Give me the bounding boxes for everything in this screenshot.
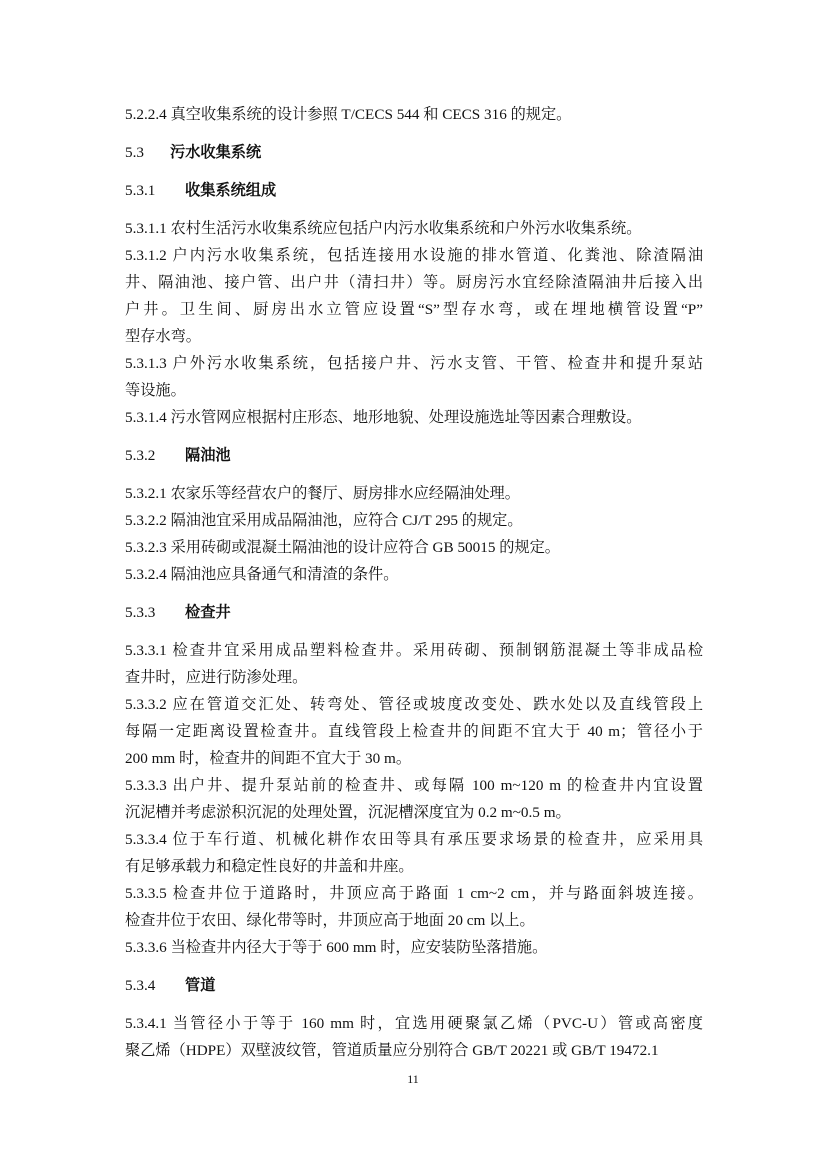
section-title: 检查井 xyxy=(185,603,231,621)
text-line: 5.3.3.1 检查井宜采用成品塑料检查井。采用砖砌、预制钢筋混凝土等非成品检 xyxy=(125,642,703,659)
section-number: 5.3.2 xyxy=(125,447,156,464)
text-line: 有足够承载力和稳定性良好的井盖和井座。 xyxy=(125,858,414,875)
clause-paragraph xyxy=(125,772,703,826)
text-line: 等设施。 xyxy=(125,382,186,399)
clause-paragraph xyxy=(125,934,703,961)
clause-paragraph xyxy=(125,826,703,880)
text-line: 5.3.1.3 户外污水收集系统，包括接户井、污水支管、干管、检查井和提升泵站 xyxy=(125,355,703,372)
page-number: 11 xyxy=(407,1072,419,1086)
clause-paragraph xyxy=(125,561,703,588)
section-number: 5.3 xyxy=(125,144,144,161)
text-line: 每隔一定距离设置检查井。直线管段上检查井的间距不宜大于 40 m；管径小于 xyxy=(125,723,703,740)
clause-paragraph xyxy=(125,637,703,691)
text-line: 沉泥槽并考虑淤积沉泥的处理处置，沉泥槽深度宜为 0.2 m~0.5 m。 xyxy=(125,804,571,821)
section-title: 收集系统组成 xyxy=(185,181,277,199)
text-line: 型存水弯。 xyxy=(125,328,201,345)
section-heading xyxy=(125,442,703,469)
clause-paragraph xyxy=(125,350,703,404)
text-line: 5.3.3.5 检查井位于道路时，井顶应高于路面 1 cm~2 cm，并与路面斜坡连接。 xyxy=(125,885,703,902)
section-title: 隔油池 xyxy=(185,446,231,464)
section-number: 5.3.3 xyxy=(125,604,156,621)
clause-paragraph xyxy=(125,242,703,350)
clause-paragraph xyxy=(125,880,703,934)
section-heading xyxy=(125,177,703,204)
clause-paragraph xyxy=(125,404,703,431)
text-line: 200 mm 时，检查井的间距不宜大于 30 m。 xyxy=(125,750,412,767)
clause-paragraph xyxy=(125,1010,703,1064)
text-line: 检查井位于农田、绿化带等时，井顶应高于地面 20 cm 以上。 xyxy=(125,912,535,929)
clause-paragraph xyxy=(125,215,703,242)
text-line: 5.3.1.2 户内污水收集系统，包括连接用水设施的排水管道、化粪池、除渣隔油 xyxy=(125,247,703,264)
text-line: 5.3.3.6 当检查井内径大于等于 600 mm 时，应安装防坠落措施。 xyxy=(125,939,548,956)
document-body xyxy=(125,101,703,1064)
clause-paragraph xyxy=(125,507,703,534)
text-line: 聚乙烯（HDPE）双壁波纹管，管道质量应分别符合 GB/T 20221 或 GB/T 19472.1 xyxy=(125,1042,659,1059)
text-line: 5.3.3.3 出户井、提升泵站前的检查井、或每隔 100 m~120 m 的检查井内宜设置 xyxy=(125,777,703,794)
text-line: 查井时，应进行防渗处理。 xyxy=(125,669,308,686)
text-line: 5.3.3.2 应在管道交汇处、转弯处、管径或坡度改变处、跌水处以及直线管段上 xyxy=(125,696,703,713)
section-number: 5.3.4 xyxy=(125,977,156,994)
section-heading xyxy=(125,599,703,626)
clause-paragraph xyxy=(125,101,703,128)
text-line: 5.3.2.1 农家乐等经营农户的餐厅、厨房排水应经隔油处理。 xyxy=(125,485,520,502)
section-title: 管道 xyxy=(185,976,216,994)
text-line: 5.3.4.1 当管径小于等于 160 mm 时，宜选用硬聚氯乙烯（PVC-U）管或高密度 xyxy=(125,1015,703,1032)
clause-paragraph xyxy=(125,480,703,507)
section-title: 污水收集系统 xyxy=(170,143,262,161)
text-line: 5.2.2.4 真空收集系统的设计参照 T/CECS 544 和 CECS 316 的规定。 xyxy=(125,106,572,123)
clause-paragraph xyxy=(125,691,703,772)
text-line: 户井。卫生间、厨房出水立管应设置“S”型存水弯，或在埋地横管设置“P” xyxy=(125,301,703,318)
section-number: 5.3.1 xyxy=(125,182,156,199)
text-line: 5.3.2.2 隔油池宜采用成品隔油池，应符合 CJ/T 295 的规定。 xyxy=(125,512,523,529)
text-line: 5.3.1.1 农村生活污水收集系统应包括户内污水收集系统和户外污水收集系统。 xyxy=(125,220,642,237)
text-line: 5.3.2.4 隔油池应具备通气和清渣的条件。 xyxy=(125,566,399,583)
clause-paragraph xyxy=(125,534,703,561)
text-line: 5.3.3.4 位于车行道、机械化耕作农田等具有承压要求场景的检查井，应采用具 xyxy=(125,831,703,848)
section-heading xyxy=(125,139,703,166)
text-line: 井、隔油池、接户管、出户井（清扫井）等。厨房污水宜经除渣隔油井后接入出 xyxy=(125,274,703,291)
section-heading xyxy=(125,972,703,999)
text-line: 5.3.1.4 污水管网应根据村庄形态、地形地貌、处理设施选址等因素合理敷设。 xyxy=(125,409,642,426)
text-line: 5.3.2.3 采用砖砌或混凝土隔油池的设计应符合 GB 50015 的规定。 xyxy=(125,539,560,556)
